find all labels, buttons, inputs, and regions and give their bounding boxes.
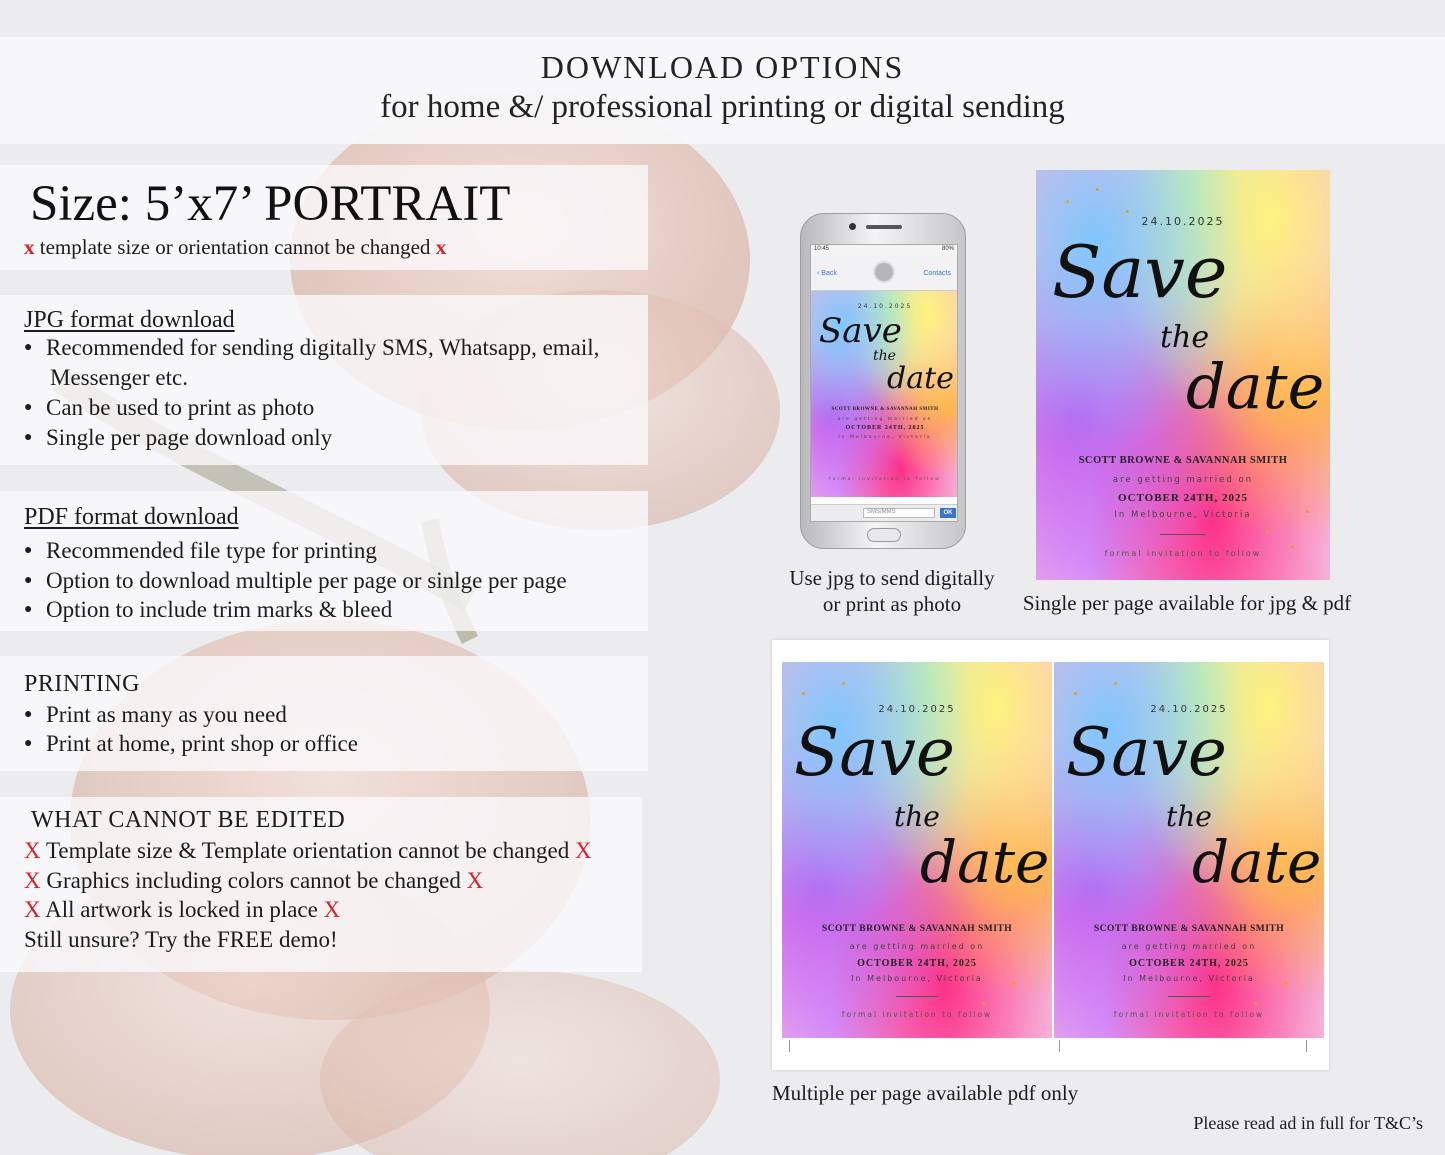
bullet-icon: ●: [24, 706, 33, 722]
card-divider: [1160, 534, 1206, 535]
size-note: [24, 235, 446, 260]
demo-note: Still unsure? Try the FREE demo!: [24, 927, 338, 952]
card-when: OCTOBER 24TH, 2025: [1129, 958, 1249, 969]
card-formal: formal invitation to follow: [1104, 549, 1262, 558]
avatar-icon: [873, 261, 895, 283]
card-date: 24.10.2025: [857, 303, 913, 310]
list-item: ● Option to download multiple per page or sinlge per page: [24, 568, 567, 593]
sheet-card-left: [782, 662, 1052, 1038]
card-save-word: Save: [1066, 714, 1227, 791]
home-button[interactable]: [867, 528, 901, 542]
card-the-word: the: [1166, 800, 1212, 833]
multi-page-sheet: [772, 640, 1329, 1070]
message-bar: [811, 504, 958, 521]
card-when: OCTOBER 24TH, 2025: [1118, 492, 1248, 504]
card-where: In Melbourne, Victoria: [1114, 510, 1252, 520]
status-battery: 80%: [941, 246, 954, 252]
list-item: ● Single per page download only: [24, 425, 333, 450]
card-date-word: date: [887, 361, 954, 396]
page-subtitle: for home &/ professional printing or digital sending: [380, 89, 1065, 125]
card-formal: formal invitation to follow: [1113, 1010, 1265, 1019]
sheet-card-right: [1054, 662, 1324, 1038]
card-where: In Melbourne, Victoria: [851, 974, 983, 983]
x-mark-icon: X: [574, 838, 592, 863]
list-item: ● Recommended file type for printing: [24, 538, 377, 563]
sms-input[interactable]: SMS/MMS: [863, 508, 935, 518]
card-the-word: the: [873, 348, 896, 364]
card-married: are getting married on: [1121, 942, 1257, 951]
status-bar: [811, 245, 957, 255]
x-mark-icon: X: [24, 868, 41, 893]
card-married: are getting married on: [849, 942, 985, 951]
card-divider: [896, 996, 938, 997]
list-item: ● Print as many as you need: [24, 702, 287, 727]
pdf-panel: [0, 491, 648, 631]
x-mark-icon: X: [466, 868, 484, 893]
x-mark-icon: X: [24, 897, 41, 922]
card-formal: formal invitation to follow: [829, 477, 941, 482]
x-mark-icon: X: [323, 897, 341, 922]
trim-mark: [789, 1040, 790, 1052]
list-item: ● Print at home, print shop or office: [24, 731, 358, 756]
card-the-word: the: [894, 800, 940, 833]
phone-caption: Use jpg to send digitally or print as photo: [789, 566, 995, 616]
card-formal: formal invitation to follow: [841, 1010, 993, 1019]
card-when: OCTOBER 24TH, 2025: [857, 958, 977, 969]
contacts-button[interactable]: Contacts: [923, 270, 951, 277]
list-item: X Template size & Template orientation cannot be changed X: [24, 838, 592, 863]
card-date-word: date: [1186, 350, 1325, 423]
bullet-icon: ●: [24, 339, 33, 355]
size-note-text: template size or orientation cannot be changed: [39, 235, 431, 259]
jpg-title: JPG format download: [24, 307, 235, 333]
card-names: SCOTT BROWNE & SAVANNAH SMITH: [821, 924, 1013, 934]
card-date: 24.10.2025: [878, 704, 956, 715]
card-save-word: Save: [794, 714, 955, 791]
phone-card-image: [811, 291, 958, 497]
speaker-grille: [866, 225, 902, 229]
bullet-icon: ●: [24, 399, 33, 415]
camera-icon: [849, 223, 856, 230]
list-item-continuation: Messenger etc.: [50, 365, 188, 390]
cannot-edit-panel: [0, 797, 642, 972]
card-married: are getting married on: [1112, 475, 1254, 485]
card-married: are getting married on: [837, 417, 933, 422]
card-date: 24.10.2025: [1150, 704, 1228, 715]
x-mark-icon: x: [435, 235, 447, 259]
bullet-icon: ●: [24, 735, 33, 751]
printing-panel: [0, 656, 648, 771]
bullet-icon: ●: [24, 572, 33, 588]
card-names: SCOTT BROWNE & SAVANNAH SMITH: [1078, 455, 1288, 466]
card-date: 24.10.2025: [1141, 215, 1225, 228]
size-title: Size: 5’x7’ PORTRAIT: [30, 176, 511, 232]
card-save-word: Save: [1052, 230, 1228, 314]
cannot-edit-title: WHAT CANNOT BE EDITED: [31, 807, 346, 833]
printing-title: PRINTING: [24, 671, 140, 697]
list-item: X Graphics including colors cannot be changed X: [24, 868, 484, 893]
size-panel: [0, 165, 648, 270]
card-where: In Melbourne, Victoria: [1123, 974, 1255, 983]
pdf-title: PDF format download: [24, 504, 239, 530]
header-banner: [0, 37, 1445, 144]
footer-note: Please read ad in full for T&C’s: [1193, 1113, 1423, 1133]
card-when: OCTOBER 24TH, 2025: [845, 425, 925, 431]
status-time: 10:45: [814, 246, 830, 252]
single-card-image: [1036, 170, 1330, 580]
card-date-word: date: [920, 828, 1050, 896]
card-where: In Melbourne, Victoria: [838, 435, 932, 440]
list-item: ● Option to include trim marks & bleed: [24, 597, 393, 622]
multi-caption: Multiple per page available pdf only: [772, 1081, 1079, 1105]
card-divider: [1168, 996, 1210, 997]
list-item: X All artwork is locked in place X: [24, 897, 341, 922]
bullet-icon: ●: [24, 601, 33, 617]
x-mark-icon: X: [24, 838, 41, 863]
card-names: SCOTT BROWNE & SAVANNAH SMITH: [1093, 924, 1285, 934]
list-item: ● Can be used to print as photo: [24, 395, 315, 420]
message-header: [811, 255, 957, 291]
back-button[interactable]: ‹ Back: [817, 270, 837, 277]
card-names: SCOTT BROWNE & SAVANNAH SMITH: [831, 407, 939, 412]
phone-screen: [810, 244, 958, 522]
page-title: DOWNLOAD OPTIONS: [540, 49, 905, 85]
list-item: ● Recommended for sending digitally SMS, Whatsapp, email,: [24, 335, 600, 360]
jpg-panel: [0, 295, 648, 465]
trim-mark: [1306, 1040, 1307, 1052]
card-save-word: Save: [819, 311, 902, 351]
single-caption: Single per page available for jpg & pdf: [1022, 591, 1352, 615]
x-mark-icon: x: [24, 235, 35, 259]
trim-mark: [1059, 1040, 1060, 1052]
card-date-word: date: [1192, 828, 1322, 896]
bullet-icon: ●: [24, 429, 33, 445]
card-the-word: the: [1160, 320, 1210, 355]
ok-button[interactable]: OK: [940, 508, 956, 518]
phone-mockup: [800, 213, 966, 549]
bullet-icon: ●: [24, 542, 33, 558]
